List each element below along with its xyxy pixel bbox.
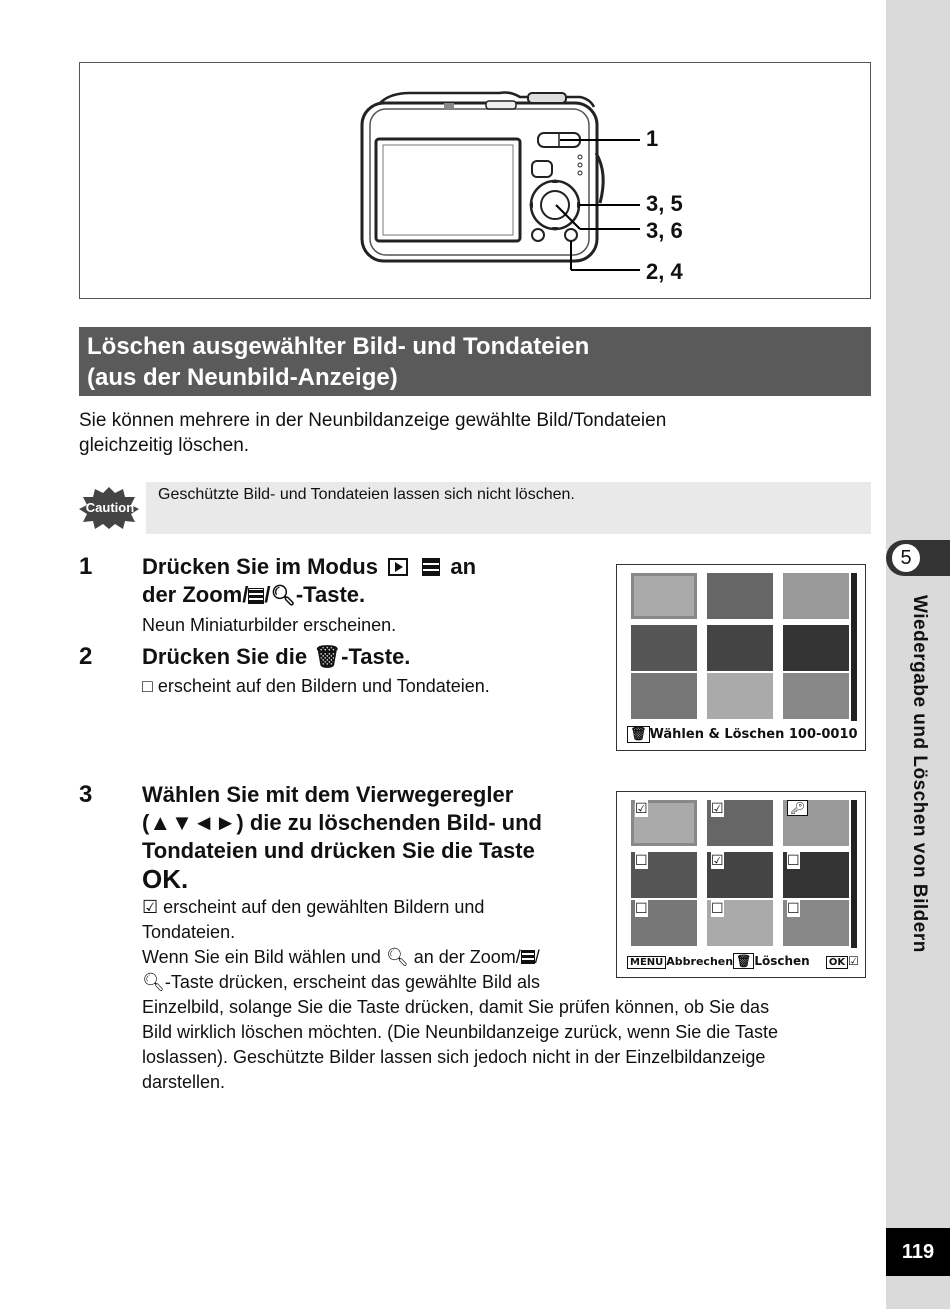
- checkbox-icon: ☑: [711, 800, 724, 816]
- checkbox-icon: ☐: [787, 852, 800, 868]
- caution-label: Caution: [85, 500, 135, 515]
- step-2-title: Drücken Sie die 🗑︎-Taste.: [142, 644, 411, 669]
- caution-box: Geschützte Bild- und Tondateien lassen sich nicht löschen.: [146, 482, 871, 534]
- header-line-1: Löschen ausgewählter Bild- und Tondateien: [87, 333, 590, 360]
- intro-paragraph: Sie können mehrere in der Neunbildanzeige gewählte Bild/Tondateien gleichzeitig löschen.: [79, 410, 667, 456]
- step-2-text: □ erscheint auf den Bildern und Tondateien.: [142, 676, 490, 696]
- screen-1-status-bar: 🗑︎ Wählen & Löschen 100-0010: [627, 727, 858, 742]
- callout-3-5: 3, 5: [646, 191, 683, 216]
- magnifier-icon: 🔍︎: [142, 972, 165, 992]
- magnifier-icon: 🔍︎: [385, 947, 409, 967]
- checkbox-icon: ☑: [635, 800, 648, 816]
- checkbox-icon: ☑: [711, 852, 724, 868]
- callout-2-4: 2, 4: [646, 259, 683, 284]
- callout-1: 1: [646, 126, 659, 151]
- camera-figure: [79, 62, 871, 299]
- screen-nine-image-2: [616, 791, 866, 978]
- key-icon: 🔑︎: [787, 800, 808, 816]
- camera-back-illustration: [80, 63, 872, 300]
- trash-icon: 🗑︎: [313, 644, 342, 669]
- checkbox-icon: ☑: [848, 954, 859, 968]
- playback-icon: [388, 558, 408, 576]
- checkbox-icon: ☐: [787, 900, 800, 916]
- step-1-text: Neun Miniaturbilder erscheinen.: [142, 615, 397, 635]
- page-number: 119: [886, 1228, 950, 1276]
- checkbox-icon: ☐: [635, 900, 648, 916]
- caution-icon: [79, 487, 139, 529]
- nine-grid-icon: [248, 588, 264, 604]
- menu-key: MENU: [627, 956, 666, 969]
- step-1-number: 1: [79, 553, 93, 580]
- magnifier-icon: 🔍︎: [270, 585, 296, 607]
- nine-grid-icon: [521, 950, 535, 964]
- section-header: [79, 327, 871, 396]
- screen-2-status-bar: MENU Abbrechen 🗑︎ Löschen OK ☑: [627, 954, 859, 968]
- step-2-number: 2: [79, 643, 93, 670]
- trash-icon: 🗑︎: [733, 953, 754, 969]
- chapter-title: Wiedergabe und Löschen von Bildern: [909, 595, 930, 953]
- ok-key: OK: [826, 956, 848, 969]
- chapter-marker: [886, 540, 950, 576]
- step-1-title: Drücken Sie im Modus an der Zoom/ /🔍︎-Taste.: [142, 554, 477, 607]
- step-3-text: ☑ erscheint auf den gewählten Bildern und Tondateien. Wenn Sie ein Bild wählen und 🔍︎ an der Zoom/ / 🔍︎-Taste drücken, erscheint das gewählte Bild als Einzelbild, solange Sie die Taste drücken, damit Sie prüfen können, ob Sie das Bild wirklich löschen möchten. (Die Neunbildanzeige zurück, wenn Sie die Taste loslassen). Geschützte Bilder lassen sich jedoch nicht in der Einzelbildanzeige darstellen.: [142, 897, 778, 1092]
- chapter-number: 5: [890, 542, 922, 574]
- nine-grid-icon: [422, 558, 440, 576]
- screen-nine-image-1: [616, 564, 866, 751]
- trash-icon: 🗑︎: [627, 726, 650, 743]
- step-3-number: 3: [79, 781, 93, 808]
- checkbox-icon: ☑: [142, 897, 159, 917]
- checkbox-icon: ☐: [711, 900, 724, 916]
- checkbox-icon: ☐: [635, 852, 648, 868]
- header-line-2: (aus der Neunbild-Anzeige): [87, 364, 398, 391]
- step-3-title: Wählen Sie mit dem Vierwegeregler (▲▼◄►) die zu löschenden Bild- und Tondateien und drücken Sie die Taste OK.: [142, 782, 542, 894]
- callout-3-6: 3, 6: [646, 218, 683, 243]
